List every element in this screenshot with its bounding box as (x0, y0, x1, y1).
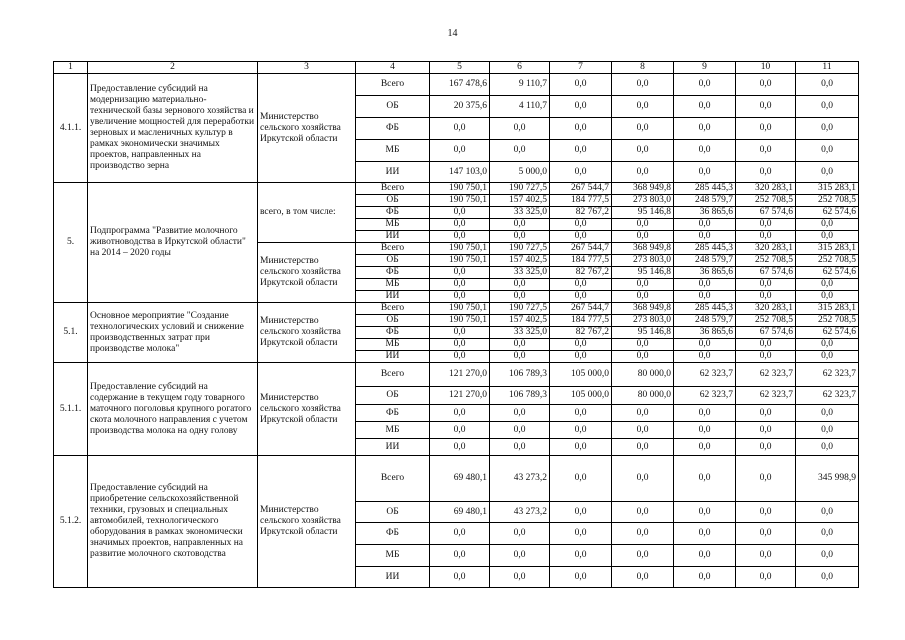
value-cell: 0,0 (796, 118, 859, 140)
value-cell: 0,0 (674, 231, 736, 243)
value-cell: 147 103,0 (430, 162, 490, 183)
value-cell: 0,0 (550, 523, 612, 545)
value-cell: 0,0 (796, 422, 859, 439)
executor: Министерство сельского хозяйства Иркутской области (258, 363, 356, 456)
column-header: 10 (736, 62, 796, 74)
value-cell: 0,0 (736, 523, 796, 545)
value-cell: 157 402,5 (490, 195, 550, 207)
value-cell: 0,0 (490, 291, 550, 303)
value-cell: 0,0 (796, 231, 859, 243)
value-cell: 0,0 (796, 439, 859, 456)
value-cell: 0,0 (612, 219, 674, 231)
funding-source: ФБ (356, 327, 430, 339)
funding-source: ОБ (356, 195, 430, 207)
value-cell: 95 146,8 (612, 267, 674, 279)
value-cell: 0,0 (674, 422, 736, 439)
value-cell: 0,0 (612, 405, 674, 422)
value-cell: 62 323,7 (674, 363, 736, 387)
value-cell: 0,0 (736, 231, 796, 243)
value-cell: 320 283,1 (736, 183, 796, 195)
value-cell: 0,0 (550, 96, 612, 118)
funding-source: Всего (356, 363, 430, 387)
value-cell: 67 574,6 (736, 327, 796, 339)
value-cell: 0,0 (736, 291, 796, 303)
value-cell: 0,0 (736, 422, 796, 439)
value-cell: 0,0 (674, 219, 736, 231)
value-cell: 0,0 (736, 279, 796, 291)
value-cell: 252 708,5 (796, 255, 859, 267)
table-row (54, 303, 859, 315)
funding-source: ФБ (356, 267, 430, 279)
value-cell: 121 270,0 (430, 363, 490, 387)
value-cell: 0,0 (736, 567, 796, 588)
value-cell: 0,0 (550, 279, 612, 291)
value-cell: 0,0 (550, 502, 612, 523)
value-cell: 67 574,6 (736, 267, 796, 279)
value-cell: 0,0 (490, 219, 550, 231)
value-cell: 0,0 (612, 339, 674, 351)
value-cell: 273 803,0 (612, 255, 674, 267)
executor: всего, в том числе: (258, 183, 356, 243)
value-cell: 0,0 (490, 405, 550, 422)
value-cell: 0,0 (736, 456, 796, 502)
value-cell: 0,0 (430, 231, 490, 243)
value-cell: 0,0 (612, 118, 674, 140)
value-cell: 0,0 (736, 405, 796, 422)
executor: Министерство сельского хозяйства Иркутской области (258, 303, 356, 363)
value-cell: 0,0 (674, 351, 736, 363)
value-cell: 267 544,7 (550, 243, 612, 255)
value-cell: 190 750,1 (430, 183, 490, 195)
value-cell: 0,0 (674, 567, 736, 588)
value-cell: 69 480,1 (430, 456, 490, 502)
value-cell: 0,0 (796, 523, 859, 545)
value-cell: 0,0 (430, 351, 490, 363)
value-cell: 0,0 (612, 162, 674, 183)
value-cell: 0,0 (612, 439, 674, 456)
value-cell: 0,0 (796, 339, 859, 351)
value-cell: 248 579,7 (674, 255, 736, 267)
value-cell: 285 445,3 (674, 303, 736, 315)
value-cell: 315 283,1 (796, 243, 859, 255)
value-cell: 0,0 (490, 545, 550, 567)
header-row (54, 62, 859, 74)
value-cell: 0,0 (736, 74, 796, 96)
value-cell: 0,0 (430, 405, 490, 422)
value-cell: 285 445,3 (674, 183, 736, 195)
value-cell: 0,0 (430, 267, 490, 279)
value-cell: 69 480,1 (430, 502, 490, 523)
item-title: Предоставление субсидий на содержание в текущем году товарного маточного поголовья крупного рогатого скота молочного направления с учетом производства молока на одну голову (88, 363, 258, 456)
value-cell: 0,0 (796, 279, 859, 291)
value-cell: 0,0 (796, 140, 859, 162)
value-cell: 273 803,0 (612, 195, 674, 207)
value-cell: 0,0 (674, 502, 736, 523)
value-cell: 0,0 (490, 140, 550, 162)
funding-source: ФБ (356, 118, 430, 140)
funding-source: МБ (356, 219, 430, 231)
page-number: 14 (447, 28, 458, 39)
value-cell: 0,0 (430, 291, 490, 303)
value-cell: 267 544,7 (550, 303, 612, 315)
table-row (54, 363, 859, 387)
value-cell: 0,0 (550, 545, 612, 567)
value-cell: 0,0 (674, 96, 736, 118)
funding-source: ИИ (356, 162, 430, 183)
value-cell: 0,0 (796, 219, 859, 231)
value-cell: 252 708,5 (796, 195, 859, 207)
value-cell: 0,0 (490, 351, 550, 363)
funding-source: Всего (356, 183, 430, 195)
value-cell: 0,0 (550, 231, 612, 243)
value-cell: 0,0 (674, 523, 736, 545)
value-cell: 0,0 (674, 339, 736, 351)
value-cell: 0,0 (612, 291, 674, 303)
value-cell: 190 750,1 (430, 243, 490, 255)
value-cell: 0,0 (674, 162, 736, 183)
item-code: 4.1.1. (54, 74, 88, 183)
value-cell: 0,0 (674, 545, 736, 567)
funding-source: Всего (356, 456, 430, 502)
value-cell: 0,0 (736, 339, 796, 351)
value-cell: 36 865,6 (674, 327, 736, 339)
value-cell: 0,0 (550, 219, 612, 231)
value-cell: 0,0 (796, 291, 859, 303)
value-cell: 368 949,8 (612, 303, 674, 315)
value-cell: 0,0 (736, 502, 796, 523)
value-cell: 0,0 (612, 523, 674, 545)
value-cell: 0,0 (550, 339, 612, 351)
funding-source: МБ (356, 140, 430, 162)
funding-source: ИИ (356, 291, 430, 303)
funding-source: МБ (356, 422, 430, 439)
value-cell: 0,0 (612, 74, 674, 96)
value-cell: 0,0 (674, 118, 736, 140)
funding-source: МБ (356, 279, 430, 291)
value-cell: 0,0 (550, 567, 612, 588)
value-cell: 0,0 (550, 291, 612, 303)
value-cell: 157 402,5 (490, 315, 550, 327)
value-cell: 0,0 (430, 439, 490, 456)
value-cell: 320 283,1 (736, 243, 796, 255)
value-cell: 62 323,7 (674, 387, 736, 405)
value-cell: 368 949,8 (612, 183, 674, 195)
value-cell: 0,0 (612, 279, 674, 291)
value-cell: 4 110,7 (490, 96, 550, 118)
value-cell: 0,0 (490, 279, 550, 291)
item-title: Основное мероприятие "Создание технологических условий и снижение производственных затрат при производстве молока" (88, 303, 258, 363)
value-cell: 285 445,3 (674, 243, 736, 255)
value-cell: 0,0 (796, 545, 859, 567)
value-cell: 252 708,5 (796, 315, 859, 327)
value-cell: 82 767,2 (550, 327, 612, 339)
value-cell: 62 323,7 (736, 387, 796, 405)
value-cell: 82 767,2 (550, 207, 612, 219)
value-cell: 105 000,0 (550, 363, 612, 387)
value-cell: 33 325,0 (490, 267, 550, 279)
column-header: 3 (258, 62, 356, 74)
value-cell: 0,0 (430, 140, 490, 162)
value-cell: 62 323,7 (796, 363, 859, 387)
value-cell: 0,0 (612, 456, 674, 502)
column-header: 1 (54, 62, 88, 74)
value-cell: 315 283,1 (796, 183, 859, 195)
value-cell: 0,0 (674, 439, 736, 456)
column-header: 5 (430, 62, 490, 74)
funding-source: ФБ (356, 207, 430, 219)
value-cell: 0,0 (550, 422, 612, 439)
value-cell: 184 777,5 (550, 315, 612, 327)
value-cell: 0,0 (490, 567, 550, 588)
value-cell: 0,0 (490, 118, 550, 140)
budget-table (53, 61, 859, 588)
value-cell: 95 146,8 (612, 207, 674, 219)
value-cell: 0,0 (430, 219, 490, 231)
executor: Министерство сельского хозяйства Иркутской области (258, 243, 356, 303)
value-cell: 0,0 (550, 351, 612, 363)
executor: Министерство сельского хозяйства Иркутской области (258, 456, 356, 588)
column-header: 4 (356, 62, 430, 74)
value-cell: 0,0 (796, 96, 859, 118)
value-cell: 0,0 (550, 140, 612, 162)
funding-source: ИИ (356, 439, 430, 456)
value-cell: 320 283,1 (736, 303, 796, 315)
funding-source: ИИ (356, 567, 430, 588)
funding-source: ОБ (356, 315, 430, 327)
value-cell: 0,0 (674, 74, 736, 96)
value-cell: 0,0 (430, 279, 490, 291)
value-cell: 0,0 (674, 291, 736, 303)
value-cell: 252 708,5 (736, 255, 796, 267)
value-cell: 0,0 (796, 162, 859, 183)
item-title: Предоставление субсидий на приобретение сельскохозяйственной техники, грузовых и специальных автомобилей, технологического оборудования в рамках экономически значимых проектов, направленных на развитие молочного скотоводства (88, 456, 258, 588)
item-code: 5.1. (54, 303, 88, 363)
value-cell: 184 777,5 (550, 195, 612, 207)
funding-source: ФБ (356, 523, 430, 545)
value-cell: 0,0 (430, 545, 490, 567)
value-cell: 0,0 (612, 567, 674, 588)
value-cell: 0,0 (490, 439, 550, 456)
value-cell: 0,0 (736, 162, 796, 183)
value-cell: 190 750,1 (430, 255, 490, 267)
value-cell: 0,0 (490, 422, 550, 439)
value-cell: 0,0 (430, 567, 490, 588)
value-cell: 0,0 (430, 422, 490, 439)
funding-source: МБ (356, 545, 430, 567)
value-cell: 80 000,0 (612, 363, 674, 387)
value-cell: 0,0 (674, 456, 736, 502)
value-cell: 248 579,7 (674, 315, 736, 327)
value-cell: 368 949,8 (612, 243, 674, 255)
column-header: 2 (88, 62, 258, 74)
value-cell: 80 000,0 (612, 387, 674, 405)
funding-source: ОБ (356, 96, 430, 118)
value-cell: 0,0 (674, 405, 736, 422)
value-cell: 0,0 (612, 422, 674, 439)
value-cell: 267 544,7 (550, 183, 612, 195)
value-cell: 36 865,6 (674, 207, 736, 219)
item-code: 5. (54, 183, 88, 303)
value-cell: 157 402,5 (490, 255, 550, 267)
funding-source: ОБ (356, 387, 430, 405)
value-cell: 106 789,3 (490, 363, 550, 387)
value-cell: 0,0 (796, 351, 859, 363)
column-header: 8 (612, 62, 674, 74)
value-cell: 62 574,6 (796, 327, 859, 339)
funding-source: ОБ (356, 502, 430, 523)
column-header: 9 (674, 62, 736, 74)
value-cell: 248 579,7 (674, 195, 736, 207)
value-cell: 252 708,5 (736, 315, 796, 327)
value-cell: 184 777,5 (550, 255, 612, 267)
value-cell: 190 750,1 (430, 303, 490, 315)
item-code: 5.1.1. (54, 363, 88, 456)
funding-source: Всего (356, 303, 430, 315)
value-cell: 9 110,7 (490, 74, 550, 96)
value-cell: 121 270,0 (430, 387, 490, 405)
value-cell: 0,0 (550, 118, 612, 140)
value-cell: 0,0 (736, 545, 796, 567)
value-cell: 62 574,6 (796, 207, 859, 219)
value-cell: 190 727,5 (490, 183, 550, 195)
funding-source: ОБ (356, 255, 430, 267)
value-cell: 0,0 (490, 231, 550, 243)
value-cell: 5 000,0 (490, 162, 550, 183)
value-cell: 0,0 (736, 219, 796, 231)
value-cell: 190 750,1 (430, 195, 490, 207)
funding-source: Всего (356, 243, 430, 255)
value-cell: 0,0 (612, 545, 674, 567)
value-cell: 252 708,5 (736, 195, 796, 207)
value-cell: 0,0 (430, 207, 490, 219)
funding-source: Всего (356, 74, 430, 96)
value-cell: 0,0 (674, 140, 736, 162)
value-cell: 106 789,3 (490, 387, 550, 405)
value-cell: 0,0 (796, 502, 859, 523)
value-cell: 0,0 (674, 279, 736, 291)
value-cell: 0,0 (736, 439, 796, 456)
value-cell: 0,0 (736, 351, 796, 363)
value-cell: 0,0 (430, 118, 490, 140)
value-cell: 273 803,0 (612, 315, 674, 327)
funding-source: ИИ (356, 231, 430, 243)
value-cell: 190 750,1 (430, 315, 490, 327)
executor: Министерство сельского хозяйства Иркутской области (258, 74, 356, 183)
value-cell: 20 375,6 (430, 96, 490, 118)
value-cell: 0,0 (796, 405, 859, 422)
value-cell: 62 323,7 (736, 363, 796, 387)
value-cell: 0,0 (430, 339, 490, 351)
funding-source: МБ (356, 339, 430, 351)
item-code: 5.1.2. (54, 456, 88, 588)
value-cell: 0,0 (612, 96, 674, 118)
value-cell: 190 727,5 (490, 303, 550, 315)
value-cell: 0,0 (550, 405, 612, 422)
value-cell: 0,0 (612, 140, 674, 162)
value-cell: 0,0 (490, 339, 550, 351)
value-cell: 190 727,5 (490, 243, 550, 255)
value-cell: 0,0 (550, 439, 612, 456)
value-cell: 0,0 (490, 523, 550, 545)
value-cell: 105 000,0 (550, 387, 612, 405)
value-cell: 0,0 (550, 456, 612, 502)
value-cell: 0,0 (796, 74, 859, 96)
value-cell: 0,0 (612, 231, 674, 243)
table-row (54, 74, 859, 96)
value-cell: 0,0 (796, 567, 859, 588)
value-cell: 33 325,0 (490, 327, 550, 339)
value-cell: 36 865,6 (674, 267, 736, 279)
column-header: 11 (796, 62, 859, 74)
column-header: 7 (550, 62, 612, 74)
value-cell: 95 146,8 (612, 327, 674, 339)
value-cell: 0,0 (430, 327, 490, 339)
value-cell: 33 325,0 (490, 207, 550, 219)
value-cell: 0,0 (430, 523, 490, 545)
item-title: Предоставление субсидий на модернизацию материально-технической базы зернового хозяйства и увеличение мощностей для переработки зерновых и масленичных культур в рамках экономически значимых проектов, направленных на производство зерна (88, 74, 258, 183)
funding-source: ФБ (356, 405, 430, 422)
value-cell: 0,0 (550, 162, 612, 183)
value-cell: 82 767,2 (550, 267, 612, 279)
table-row (54, 183, 859, 195)
value-cell: 0,0 (612, 502, 674, 523)
column-header: 6 (490, 62, 550, 74)
value-cell: 43 273,2 (490, 502, 550, 523)
table-row (54, 456, 859, 502)
value-cell: 62 323,7 (796, 387, 859, 405)
value-cell: 0,0 (736, 96, 796, 118)
funding-source: ИИ (356, 351, 430, 363)
table-body (54, 62, 859, 588)
value-cell: 0,0 (736, 118, 796, 140)
value-cell: 0,0 (612, 351, 674, 363)
value-cell: 62 574,6 (796, 267, 859, 279)
value-cell: 315 283,1 (796, 303, 859, 315)
value-cell: 67 574,6 (736, 207, 796, 219)
value-cell: 167 478,6 (430, 74, 490, 96)
value-cell: 0,0 (736, 140, 796, 162)
value-cell: 345 998,9 (796, 456, 859, 502)
item-title: Подпрограмма "Развитие молочного животноводства в Иркутской области" на 2014 – 2020 годы (88, 183, 258, 303)
value-cell: 43 273,2 (490, 456, 550, 502)
value-cell: 0,0 (550, 74, 612, 96)
